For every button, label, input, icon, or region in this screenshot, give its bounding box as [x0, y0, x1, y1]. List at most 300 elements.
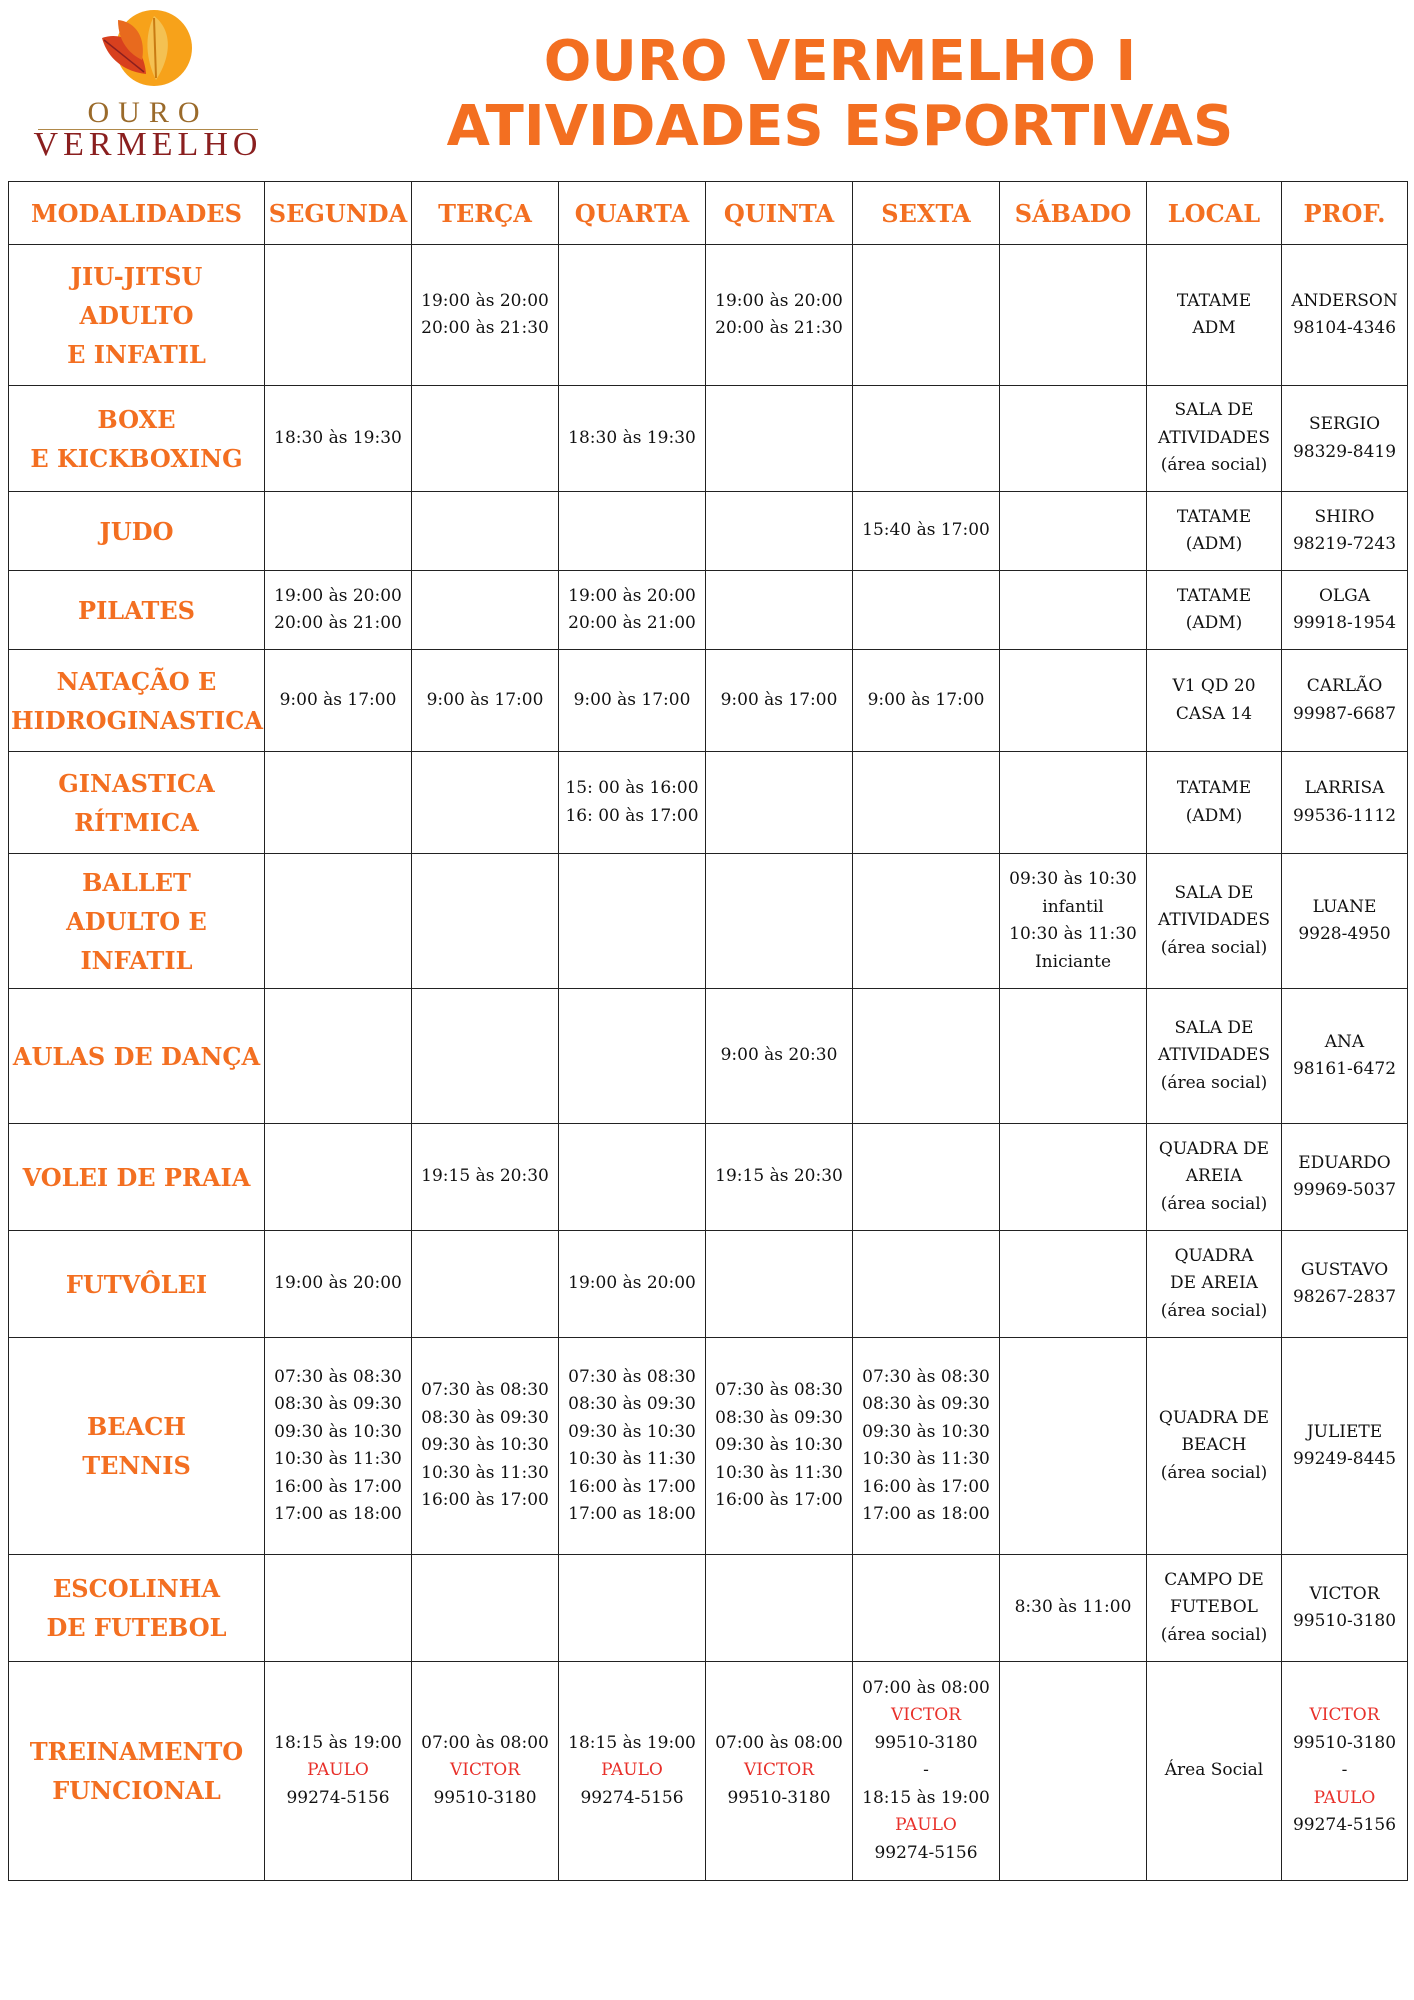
cell-line: - [1341, 1760, 1348, 1781]
schedule-cell-quinta [706, 1231, 853, 1338]
cell-line: 9928-4950 [1298, 924, 1391, 944]
cell-line: 07:00 às 08:00 [715, 1732, 843, 1753]
schedule-cell-sexta [853, 386, 1000, 492]
schedule-cell-segunda [265, 854, 412, 989]
modality-name-line: ESCOLINHA [53, 1574, 220, 1603]
cell-line: (área social) [1160, 1624, 1268, 1645]
cell-line: 99510-3180 [433, 1787, 537, 1808]
table-row [9, 752, 1408, 854]
schedule-cell-sabado [1000, 1338, 1147, 1555]
schedule-cell-terca [412, 571, 559, 650]
cell-line: 08:30 às 09:30 [421, 1407, 549, 1428]
instructor-cell [1282, 1338, 1408, 1555]
modality-name-line: TENNIS [82, 1451, 191, 1480]
cell-line: (área social) [1160, 937, 1268, 958]
modality-name-line: JIU-JITSU [70, 261, 203, 291]
cell-line: SALA DE [1174, 882, 1254, 903]
schedule-cell-segunda [265, 1124, 412, 1231]
cell-line: ANDERSON [1291, 290, 1398, 311]
modality-name-line: ADULTO [79, 300, 194, 330]
table-row [9, 1662, 1408, 1881]
schedule-cell-quarta [559, 650, 706, 752]
cell-line: 8:30 às 11:00 [1014, 1597, 1132, 1618]
cell-line: 20:00 às 21:00 [568, 613, 696, 633]
cell-line: 09:30 às 10:30 [568, 1421, 696, 1442]
modality-cell [9, 492, 265, 571]
cell-line: 99274-5156 [580, 1787, 684, 1808]
cell-line: 19:15 às 20:30 [715, 1166, 843, 1187]
cell-line: 07:30 às 08:30 [862, 1366, 990, 1387]
schedule-cell-terca [412, 650, 559, 752]
modality-name-line: GINASTICA [58, 768, 215, 798]
cell-line: EDUARDO [1298, 1152, 1391, 1173]
cell-line: 09:30 às 10:30 [274, 1421, 402, 1442]
cell-line: 19:00 às 20:00 [568, 585, 696, 606]
cell-line: 18:15 às 19:00 [862, 1787, 990, 1808]
cell-line: 17:00 as 18:00 [274, 1504, 402, 1524]
cell-line: 18:15 às 19:00 [274, 1732, 402, 1753]
schedule-cell-sabado [1000, 1662, 1147, 1881]
modality-cell [9, 650, 265, 752]
cell-line: SERGIO [1308, 414, 1381, 434]
location-cell [1147, 1555, 1282, 1662]
location-cell [1147, 386, 1282, 492]
cell-line: ADM [1192, 318, 1236, 338]
schedule-cell-segunda [265, 1662, 412, 1881]
location-cell [1147, 752, 1282, 854]
cell-line: GUSTAVO [1300, 1259, 1389, 1280]
schedule-cell-quinta [706, 650, 853, 752]
cell-line: (área social) [1160, 1193, 1268, 1214]
instructor-cell [1282, 386, 1408, 492]
schedule-cell-terca [412, 1231, 559, 1338]
schedule-cell-quinta [706, 1555, 853, 1662]
modality-name-line: FUNCIONAL [52, 1776, 221, 1805]
cell-line: 99274-5156 [286, 1787, 390, 1808]
cell-line: 20:00 às 21:00 [274, 613, 402, 633]
cell-line: 99510-3180 [727, 1787, 831, 1808]
cell-line: 99969-5037 [1292, 1180, 1397, 1200]
page-title-line1: OURO VERMELHO I [543, 29, 1137, 94]
cell-line: 16:00 às 17:00 [274, 1476, 402, 1497]
header-row [9, 182, 1408, 245]
cell-line: 07:00 às 08:00 [862, 1677, 990, 1698]
cell-line: ATIVIDADES [1158, 427, 1270, 448]
table-row [9, 245, 1408, 386]
cell-line: 98161-6472 [1292, 1059, 1397, 1079]
cell-line: 16:00 às 17:00 [421, 1490, 549, 1511]
cell-line: (ADM) [1185, 534, 1243, 554]
schedule-cell-terca [412, 386, 559, 492]
cell-line: 98267-2837 [1292, 1287, 1397, 1307]
cell-line: BEACH [1181, 1435, 1247, 1456]
schedule-cell-sexta [853, 1555, 1000, 1662]
cell-line: PAULO [601, 1760, 663, 1781]
schedule-cell-quarta [559, 752, 706, 854]
schedule-cell-sexta [853, 650, 1000, 752]
schedule-cell-segunda [265, 1338, 412, 1555]
modality-name-line: DE FUTEBOL [46, 1613, 227, 1642]
instructor-cell [1282, 1555, 1408, 1662]
instructor-cell [1282, 989, 1408, 1124]
location-cell [1147, 1231, 1282, 1338]
location-cell [1147, 1124, 1282, 1231]
table-row [9, 1555, 1408, 1662]
table-row [9, 854, 1408, 989]
cell-line: 08:30 às 09:30 [862, 1394, 990, 1414]
schedule-cell-sabado [1000, 854, 1147, 989]
schedule-cell-quinta [706, 752, 853, 854]
cell-line: JULIETE [1306, 1421, 1383, 1442]
cell-line: TATAME [1176, 585, 1252, 606]
schedule-cell-sabado [1000, 1231, 1147, 1338]
cell-line: 18:30 às 19:30 [568, 427, 696, 448]
modality-name-line: BALLET [82, 867, 191, 897]
cell-line: (área social) [1160, 1072, 1268, 1093]
cell-line: 99987-6687 [1292, 703, 1397, 724]
cell-line: OLGA [1318, 585, 1371, 606]
schedule-cell-quarta [559, 386, 706, 492]
table-row [9, 571, 1408, 650]
cell-line: VICTOR [449, 1760, 521, 1781]
cell-line: TATAME [1176, 506, 1252, 527]
cell-line: 16:00 às 17:00 [862, 1476, 990, 1497]
cell-line: 19:00 às 20:00 [715, 290, 843, 311]
cell-line: PAULO [1313, 1787, 1376, 1808]
location-cell [1147, 989, 1282, 1124]
cell-line: QUADRA DE [1158, 1138, 1270, 1159]
cell-line: 19:15 às 20:30 [421, 1166, 549, 1187]
cell-line: Iniciante [1034, 951, 1112, 972]
schedule-cell-quinta [706, 492, 853, 571]
cell-line: 15: 00 às 16:00 [565, 778, 699, 798]
cell-line: QUADRA DE [1158, 1407, 1270, 1428]
table-row [9, 492, 1408, 571]
cell-line: 9:00 às 17:00 [279, 689, 397, 710]
schedule-cell-segunda [265, 571, 412, 650]
schedule-cell-quarta [559, 245, 706, 386]
cell-line: 9:00 às 20:30 [720, 1045, 838, 1066]
col-header-quinta: QUINTA [706, 182, 853, 245]
cell-line: DE AREIA [1170, 1273, 1258, 1294]
modality-cell [9, 245, 265, 386]
col-header-quarta: QUARTA [559, 182, 706, 245]
col-header-prof: PROF. [1282, 182, 1408, 245]
cell-line: 20:00 às 21:30 [421, 318, 549, 338]
schedule-cell-sabado [1000, 571, 1147, 650]
schedule-cell-quinta [706, 1662, 853, 1881]
cell-line: AREIA [1185, 1166, 1243, 1187]
cell-line: 16:00 às 17:00 [715, 1490, 843, 1511]
cell-line: 07:30 às 08:30 [715, 1380, 843, 1401]
cell-line: CASA 14 [1175, 703, 1253, 724]
schedule-cell-sabado [1000, 386, 1147, 492]
modality-name-line: HIDROGINASTICA [11, 705, 263, 735]
schedule-cell-terca [412, 1555, 559, 1662]
cell-line: SHIRO [1314, 506, 1375, 527]
cell-line: (ADM) [1185, 613, 1243, 633]
schedule-cell-sexta [853, 752, 1000, 854]
cell-line: ATIVIDADES [1158, 1045, 1270, 1066]
location-cell [1147, 650, 1282, 752]
cell-line: 10:30 às 11:30 [568, 1449, 696, 1469]
modality-cell [9, 989, 265, 1124]
cell-line: 99918-1954 [1292, 613, 1397, 633]
col-header-modalidades: MODALIDADES [9, 182, 265, 245]
schedule-cell-terca [412, 245, 559, 386]
page-title-line2: ATIVIDADES ESPORTIVAS [446, 94, 1234, 159]
schedule-cell-sexta [853, 571, 1000, 650]
cell-line: 15:40 às 17:00 [862, 520, 990, 541]
schedule-table [8, 181, 1408, 1881]
schedule-cell-quinta [706, 1124, 853, 1231]
schedule-cell-quinta [706, 571, 853, 650]
schedule-cell-sabado [1000, 752, 1147, 854]
location-cell [1147, 245, 1282, 386]
schedule-cell-sexta [853, 854, 1000, 989]
location-cell [1147, 1338, 1282, 1555]
instructor-cell [1282, 854, 1408, 989]
cell-line: 18:15 às 19:00 [568, 1732, 696, 1753]
schedule-cell-terca [412, 854, 559, 989]
cell-line: 08:30 às 09:30 [715, 1407, 843, 1428]
schedule-cell-segunda [265, 1231, 412, 1338]
modality-cell [9, 752, 265, 854]
schedule-cell-sabado [1000, 1124, 1147, 1231]
instructor-cell [1282, 1124, 1408, 1231]
col-header-sexta: SEXTA [853, 182, 1000, 245]
modality-name-line: BEACH [87, 1412, 186, 1441]
schedule-cell-quarta [559, 492, 706, 571]
schedule-cell-sabado [1000, 989, 1147, 1124]
modality-cell [9, 1662, 265, 1881]
cell-line: (área social) [1160, 1462, 1268, 1483]
cell-line: VICTOR [1309, 1705, 1380, 1726]
modality-name-line: RÍTMICA [74, 807, 199, 837]
cell-line: (área social) [1160, 455, 1268, 476]
cell-line: VICTOR [1309, 1583, 1380, 1604]
col-header-local: LOCAL [1147, 182, 1282, 245]
modality-name-line: PILATES [78, 595, 195, 625]
location-cell [1147, 854, 1282, 989]
cell-line: 99536-1112 [1292, 805, 1397, 826]
schedule-cell-terca [412, 752, 559, 854]
col-header-segunda: SEGUNDA [265, 182, 412, 245]
modality-name-line: BOXE [97, 404, 176, 434]
logo-text-ouro: OURO [87, 96, 209, 129]
cell-line: 19:00 às 20:00 [274, 1273, 402, 1294]
modality-cell [9, 1338, 265, 1555]
schedule-cell-quinta [706, 1338, 853, 1555]
cell-line: 10:30 às 11:30 [862, 1449, 990, 1469]
cell-line: 16:00 às 17:00 [568, 1476, 696, 1497]
schedule-cell-terca [412, 492, 559, 571]
cell-line: 07:30 às 08:30 [274, 1366, 402, 1387]
cell-line: - [923, 1760, 929, 1781]
instructor-cell [1282, 752, 1408, 854]
schedule-cell-quinta [706, 989, 853, 1124]
cell-line: 10:30 às 11:30 [715, 1462, 843, 1483]
instructor-cell [1282, 1231, 1408, 1338]
schedule-cell-terca [412, 1338, 559, 1555]
cell-line: 17:00 as 18:00 [862, 1504, 990, 1524]
cell-line: VICTOR [743, 1760, 815, 1781]
cell-line: LARRISA [1304, 778, 1385, 798]
schedule-cell-quarta [559, 989, 706, 1124]
schedule-cell-segunda [265, 492, 412, 571]
schedule-cell-sexta [853, 1338, 1000, 1555]
schedule-cell-quarta [559, 1338, 706, 1555]
cell-line: 19:00 às 20:00 [568, 1273, 696, 1294]
schedule-cell-sabado [1000, 650, 1147, 752]
cell-line: 98219-7243 [1292, 534, 1397, 554]
table-row [9, 1231, 1408, 1338]
modality-name-line: JUDO [99, 516, 174, 546]
cell-line: SALA DE [1174, 1017, 1254, 1038]
table-row [9, 1124, 1408, 1231]
cell-line: 10:30 às 11:30 [274, 1449, 402, 1469]
modality-cell [9, 854, 265, 989]
col-header-sabado: SÁBADO [1000, 182, 1147, 245]
cell-line: 09:30 às 10:30 [862, 1421, 990, 1442]
cell-line: ATIVIDADES [1158, 910, 1270, 931]
cell-line: 09:30 às 10:30 [421, 1435, 549, 1456]
modality-name-line: AULAS DE DANÇA [12, 1041, 261, 1071]
cell-line: PAULO [895, 1815, 957, 1836]
cell-line: 10:30 às 11:30 [421, 1462, 549, 1483]
logo-text-vermelho: VERMELHO [33, 126, 263, 163]
schedule-cell-quinta [706, 245, 853, 386]
schedule-cell-segunda [265, 752, 412, 854]
cell-line: TATAME [1176, 778, 1252, 798]
cell-line: V1 QD 20 [1172, 676, 1256, 696]
instructor-cell [1282, 492, 1408, 571]
cell-line: ANA [1324, 1031, 1365, 1052]
cell-line: 9:00 às 17:00 [426, 689, 544, 710]
cell-line: VICTOR [890, 1705, 962, 1726]
cell-line: Área Social [1164, 1760, 1264, 1781]
schedule-cell-segunda [265, 1555, 412, 1662]
cell-line: FUTEBOL [1170, 1597, 1258, 1618]
table-row [9, 650, 1408, 752]
schedule-cell-quarta [559, 1124, 706, 1231]
instructor-cell [1282, 571, 1408, 650]
modality-name-line: TREINAMENTO [29, 1737, 244, 1766]
schedule-cell-sabado [1000, 1555, 1147, 1662]
cell-line: CARLÃO [1306, 676, 1383, 696]
modality-name-line: NATAÇÃO E [56, 666, 217, 696]
schedule-cell-sabado [1000, 245, 1147, 386]
schedule-cell-terca [412, 1124, 559, 1231]
cell-line: LUANE [1312, 896, 1377, 917]
cell-line: QUADRA [1174, 1245, 1254, 1266]
cell-line: 99249-8445 [1292, 1449, 1397, 1469]
cell-line: 07:30 às 08:30 [568, 1366, 696, 1387]
modality-name-line: FUTVÔLEI [65, 1269, 208, 1299]
cell-line: 08:30 às 09:30 [568, 1394, 696, 1414]
schedule-cell-terca [412, 989, 559, 1124]
cell-line: CAMPO DE [1164, 1569, 1264, 1590]
cell-line: 16: 00 às 17:00 [565, 805, 699, 826]
cell-line: 08:30 às 09:30 [274, 1394, 402, 1414]
schedule-cell-quarta [559, 571, 706, 650]
cell-line: SALA DE [1174, 400, 1254, 421]
schedule-cell-quinta [706, 386, 853, 492]
cell-line: 17:00 as 18:00 [568, 1504, 696, 1524]
cell-line: 10:30 às 11:30 [1009, 924, 1137, 944]
ouro-vermelho-logo [18, 8, 278, 163]
cell-line: infantil [1042, 896, 1104, 917]
cell-line: 99510-3180 [1292, 1611, 1397, 1631]
schedule-cell-sabado [1000, 492, 1147, 571]
schedule-cell-segunda [265, 650, 412, 752]
cell-line: 18:30 às 19:30 [274, 427, 402, 448]
modality-name-line: ADULTO E INFATIL [66, 906, 207, 975]
location-cell [1147, 492, 1282, 571]
schedule-cell-quarta [559, 854, 706, 989]
schedule-cell-sexta [853, 989, 1000, 1124]
modality-cell [9, 1124, 265, 1231]
sun-leaf-icon [96, 8, 200, 94]
cell-line: 9:00 às 17:00 [867, 689, 985, 710]
table-row [9, 1338, 1408, 1555]
cell-line: 07:00 às 08:00 [421, 1732, 549, 1753]
schedule-cell-quarta [559, 1662, 706, 1881]
schedule-cell-sexta [853, 1662, 1000, 1881]
cell-line: 99274-5156 [1292, 1815, 1397, 1836]
cell-line: 9:00 às 17:00 [573, 689, 691, 710]
cell-line: PAULO [307, 1760, 369, 1781]
modality-cell [9, 1555, 265, 1662]
schedule-cell-sexta [853, 1124, 1000, 1231]
instructor-cell [1282, 1662, 1408, 1881]
schedule-cell-quinta [706, 854, 853, 989]
schedule-cell-quarta [559, 1231, 706, 1338]
cell-line: 19:00 às 20:00 [274, 585, 402, 606]
cell-line: (área social) [1160, 1300, 1268, 1321]
cell-line: 98104-4346 [1292, 318, 1397, 338]
modality-cell [9, 571, 265, 650]
cell-line: 99274-5156 [874, 1842, 978, 1863]
cell-line: 98329-8419 [1292, 441, 1397, 462]
cell-line: TATAME [1176, 290, 1252, 311]
schedule-cell-segunda [265, 989, 412, 1124]
location-cell [1147, 571, 1282, 650]
schedule-cell-sexta [853, 1231, 1000, 1338]
schedule-cell-sexta [853, 245, 1000, 386]
cell-line: 99510-3180 [1292, 1732, 1397, 1753]
modality-cell [9, 1231, 265, 1338]
table-row [9, 989, 1408, 1124]
table-row [9, 386, 1408, 492]
cell-line: 09:30 às 10:30 [1009, 869, 1137, 889]
modality-name-line: E INFATIL [67, 339, 206, 369]
cell-line: 20:00 às 21:30 [715, 318, 843, 338]
cell-line: 07:30 às 08:30 [421, 1380, 549, 1401]
schedule-cell-quarta [559, 1555, 706, 1662]
cell-line: 19:00 às 20:00 [421, 290, 549, 311]
modality-name-line: VOLEI DE PRAIA [22, 1162, 251, 1192]
cell-line: (ADM) [1185, 805, 1243, 826]
schedule-cell-terca [412, 1662, 559, 1881]
cell-line: 9:00 às 17:00 [720, 689, 838, 710]
cell-line: 99510-3180 [874, 1732, 978, 1753]
schedule-cell-segunda [265, 245, 412, 386]
instructor-cell [1282, 650, 1408, 752]
cell-line: 09:30 às 10:30 [715, 1435, 843, 1456]
modality-name-line: E KICKBOXING [30, 443, 243, 473]
instructor-cell [1282, 245, 1408, 386]
